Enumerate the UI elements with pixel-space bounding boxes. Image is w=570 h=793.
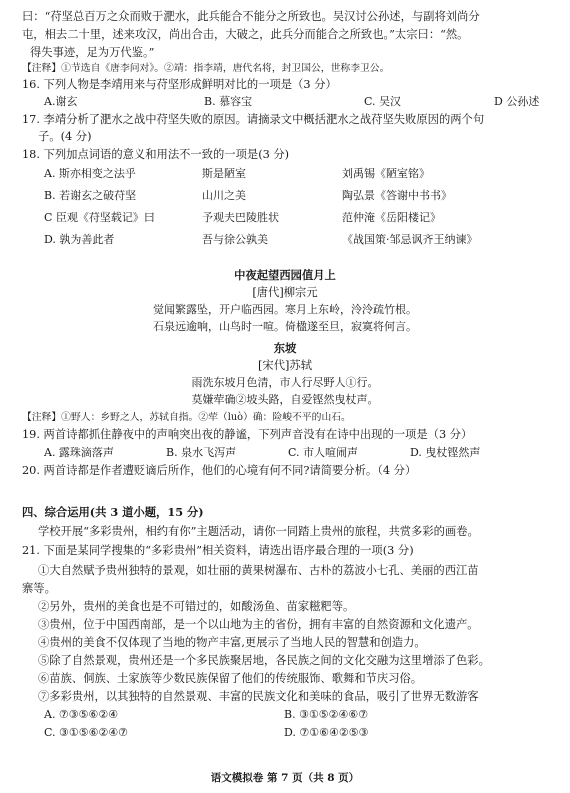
poem2-title: 东坡 xyxy=(273,341,297,355)
q18-row-a-compare: 斯是陋室 xyxy=(202,167,246,180)
poem1-author: [唐代]柳宗元 xyxy=(252,286,318,299)
q18-row-d-option: D. 孰为善此者 xyxy=(44,233,115,246)
q21-sentence-5: ⑤除了自然景观，贵州还是一个多民族聚居地，各民族之间的文化交融为这里增添了色彩。 xyxy=(38,654,490,667)
section4-title: 四、综合运用(共 3 道小题，15 分) xyxy=(22,505,204,519)
q18-row-b-source: 陶弘景《答谢中书书》 xyxy=(342,189,452,202)
q16-option-c[interactable]: C. 吴汉 xyxy=(364,95,402,108)
q18-row-a-source: 刘禹锡《陋室铭》 xyxy=(342,167,430,180)
q19-option-a[interactable]: A. 露珠滴落声 xyxy=(44,446,114,459)
poem2-author: [宋代]苏轼 xyxy=(257,359,312,372)
poem2-note: 【注释】①野人：乡野之人，苏轼自指。②荦（luò）确：险峻不平的山石。 xyxy=(22,412,351,423)
q21-option-d[interactable]: D. ⑦①⑥④②⑤③ xyxy=(284,726,369,739)
q19-options xyxy=(44,446,564,460)
poem1-line-2: 石泉远逾响，山鸟时一喧。倚楹遂至旦，寂寞将何言。 xyxy=(153,320,417,333)
q21-sentence-2: ②另外，贵州的美食也是不可错过的，如酸汤鱼、苗家糍粑等。 xyxy=(38,600,355,613)
q16-option-b[interactable]: B. 慕容宝 xyxy=(204,95,253,108)
q19-option-c[interactable]: C. 市人喧闹声 xyxy=(288,446,359,459)
q18-stem: 18. 下列加点词语的意义和用法不一致的一项是(3 分) xyxy=(22,148,290,161)
poem1-line-1: 觉闻繁露坠，开户临西园。寒月上东岭，泠泠疏竹根。 xyxy=(153,303,417,316)
passage-line-1: 曰：“苻坚总百万之众而败于淝水，此兵能合不能分之所致也。吴汉讨公孙述，与副将刘尚分 xyxy=(22,10,480,23)
q21-sentence-6: ⑥苗族、侗族、土家族等少数民族保留了他们的传统服饰、歌舞和节庆习俗。 xyxy=(38,672,423,685)
q19-option-b[interactable]: B. 泉水飞泻声 xyxy=(166,446,237,459)
q21-option-b[interactable]: B. ③①⑤②④⑥⑦ xyxy=(284,708,369,721)
passage-note: 【注释】①节选自《唐李问对》。②靖：指李靖，唐代名将，封卫国公，世称李卫公。 xyxy=(22,63,390,74)
passage-line-2: 屯，相去二十里，述来攻汉，尚出合击，大破之，此兵分而能合之所致也。”太宗曰：“然。 xyxy=(22,28,469,41)
q16-stem: 16. 下列人物是李靖用来与苻坚形成鲜明对比的一项是（3 分） xyxy=(22,78,337,91)
q19-stem: 19. 两首诗都抓住静夜中的声响突出夜的静谧，下列声音没有在诗中出现的一项是（3 分） xyxy=(22,428,473,441)
q18-row-b-compare: 山川之美 xyxy=(202,189,246,202)
q16-option-d[interactable]: D 公孙述 xyxy=(494,95,540,108)
poem2-line-1: 雨洗东坡月色清，市人行尽野人①行。 xyxy=(191,376,379,389)
q21-stem: 21. 下面是某同学搜集的“多彩贵州”相关资料，请选出语序最合理的一项(3 分) xyxy=(22,544,414,557)
q18-row-d-source: 《战国策·邹忌讽齐王纳谏》 xyxy=(342,233,478,246)
q18-row-b-option: B. 若谢玄之破苻坚 xyxy=(44,189,137,202)
q21-sentence-7: ⑦多彩贵州，以其独特的自然景观、丰富的民族文化和美味的食品，吸引了世界无数游客 xyxy=(38,690,479,703)
q21-sentence-1a: ①大自然赋予贵州独特的景观，如壮丽的黄果树瀑布、古朴的荔波小七孔、美丽的西江苗 xyxy=(38,564,479,577)
q20-stem: 20. 两首诗都是作者遭贬谪后所作，他们的心境有何不同?请简要分析。（4 分） xyxy=(22,464,417,477)
q17-line-1: 17. 李靖分析了淝水之战中苻坚失败的原因。请摘录文中概括淝水之战苻坚失败原因的两个句 xyxy=(22,113,485,126)
passage-line-3: 得失事迹，足为万代鉴。” xyxy=(30,46,155,59)
q16-option-a[interactable]: A.谢玄 xyxy=(44,95,78,108)
poem1-title: 中夜起望西园值月上 xyxy=(234,268,336,282)
q21-option-a[interactable]: A. ⑦③⑤⑥②④ xyxy=(44,708,119,721)
q18-row-d-compare: 吾与徐公孰美 xyxy=(202,233,268,246)
poem2-line-2: 莫嫌荦确②坡头路，自爱铿然曳杖声。 xyxy=(191,393,379,406)
q17-line-2: 子。(4 分) xyxy=(38,130,92,143)
q21-sentence-4: ④贵州的美食不仅体现了当地的物产丰富,更展示了当地人民的智慧和创造力。 xyxy=(38,636,426,649)
q16-options xyxy=(44,95,564,109)
q19-option-d[interactable]: D. 曳杖铿然声 xyxy=(410,446,481,459)
q18-row-a-option: A. 斯亦相变之法乎 xyxy=(44,167,136,180)
q21-option-c[interactable]: C. ③①⑤⑥②④⑦ xyxy=(44,726,129,739)
q21-sentence-1b: 寨等。 xyxy=(22,582,56,595)
section4-intro: 学校开展“多彩贵州，相约有你”主题活动，请你一同踏上贵州的旅程，共赏多彩的画卷。 xyxy=(38,525,479,538)
q18-row-c-option: C 臣观《苻坚载记》曰 xyxy=(44,211,155,224)
q18-row-c-compare: 予观夫巴陵胜状 xyxy=(202,211,279,224)
page-footer: 语文模拟卷 第 7 页（共 8 页） xyxy=(210,772,360,784)
q21-sentence-3: ③贵州，位于中国西南部，是一个以山地为主的省份，拥有丰富的自然资源和文化遗产。 xyxy=(38,618,479,631)
q18-row-c-source: 范仲淹《岳阳楼记》 xyxy=(342,211,441,224)
